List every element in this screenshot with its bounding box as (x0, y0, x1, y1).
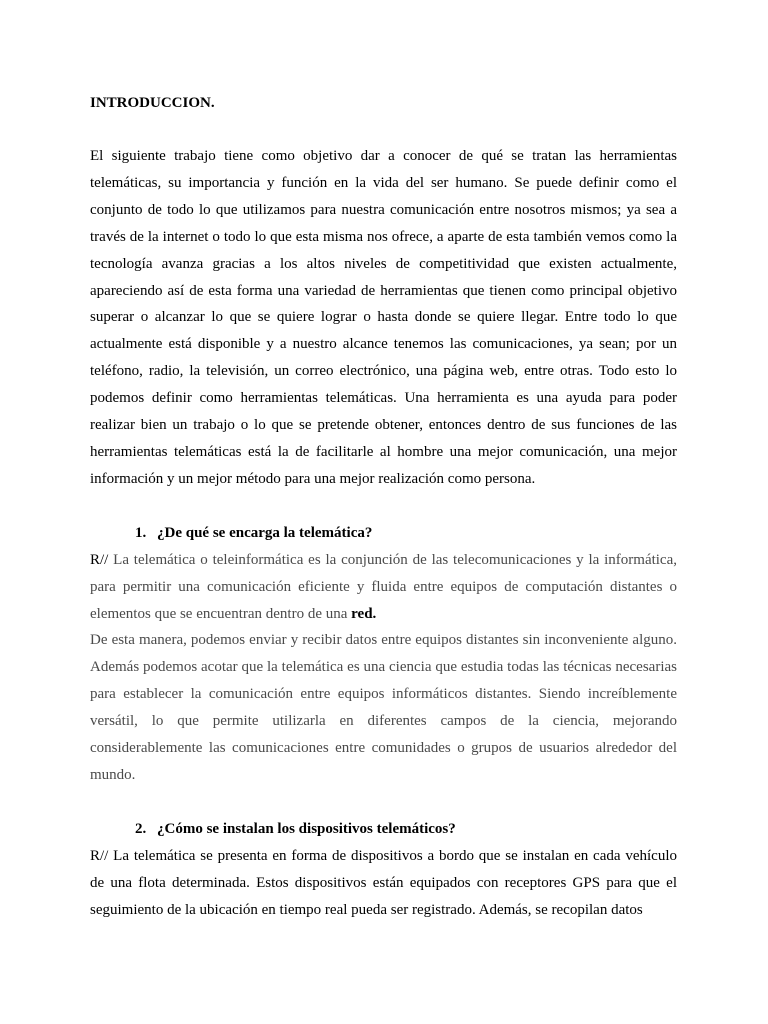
question-2 (90, 816, 677, 843)
question-1 (90, 520, 677, 547)
answer-2-prefix: R// (90, 847, 109, 864)
question-2-text: ¿Cómo se instalan los dispositivos telemáticos? (157, 820, 456, 837)
answer-1-paragraph-2: De esta manera, podemos enviar y recibir datos entre equipos distantes sin inconveniente alguno. Además podemos acotar que la telemática es una ciencia que estudia todas las técnicas necesarias para establecer la comunicación entre equipos informáticos distantes. Siendo increíblemente versátil, lo que permite utilizarla en diferentes campos de la ciencia, mejorando considerablemente las comunicaciones entre comunidades o grupos de usuarios alrededor del mundo. (90, 632, 677, 783)
answer-2-paragraph-1 (90, 843, 677, 924)
document-heading: INTRODUCCION. (90, 95, 215, 111)
question-1-number: 1. (135, 524, 147, 541)
question-1-text: ¿De qué se encarga la telemática? (157, 524, 373, 541)
question-2-number: 2. (135, 820, 147, 837)
intro-paragraph: El siguiente trabajo tiene como objetivo dar a conocer de qué se tratan las herramientas telemáticas, su importancia y función en la vida del ser humano. Se puede definir como el conjunto de todo lo que utilizamos para nuestra comunicación entre nosotros mismos; ya sea a través de la internet o todo lo que esta misma nos ofrece, a aparte de esta también vemos como la tecnología avanza gracias a los altos niveles de competitividad que existen actualmente, apareciendo así de esta forma una variedad de herramientas que tienen como principal objetivo superar o alcanzar lo que se quiere lograr o hasta donde se quiere llegar. Entre todo lo que actualmente está disponible y a nuestro alcance tenemos las comunicaciones, ya sean; por un teléfono, radio, la televisión, un correo electrónico, una página web, entre otras. Todo esto lo podemos definir como herramientas telemáticas. Una herramienta es una ayuda para poder realizar bien un trabajo o lo que se pretende obtener, entonces dentro de sus funciones de las herramientas telemáticas está la de facilitarle al hombre una mejor comunicación, una mejor información y un mejor método para una mejor realización como persona. (90, 148, 677, 487)
answer-1-text: La telemática o teleinformática es la conjunción de las telecomunicaciones y la informática, para permitir una comunicación eficiente y fluida entre equipos de computación distantes o elementos que se encuentran dentro de una (90, 551, 678, 622)
answer-1-prefix: R// (90, 551, 109, 568)
answer-1-paragraph-1 (90, 547, 677, 628)
red-link[interactable]: red. (351, 605, 377, 622)
document-page (90, 91, 677, 923)
answer-2-text: La telemática se presenta en forma de dispositivos a bordo que se instalan en cada vehículo de una flota determinada. Estos dispositivos están equipados con receptores GPS para que el seguimiento de la ubicación en tiempo real pueda ser registrado. Además, se recopilan datos (90, 847, 677, 918)
